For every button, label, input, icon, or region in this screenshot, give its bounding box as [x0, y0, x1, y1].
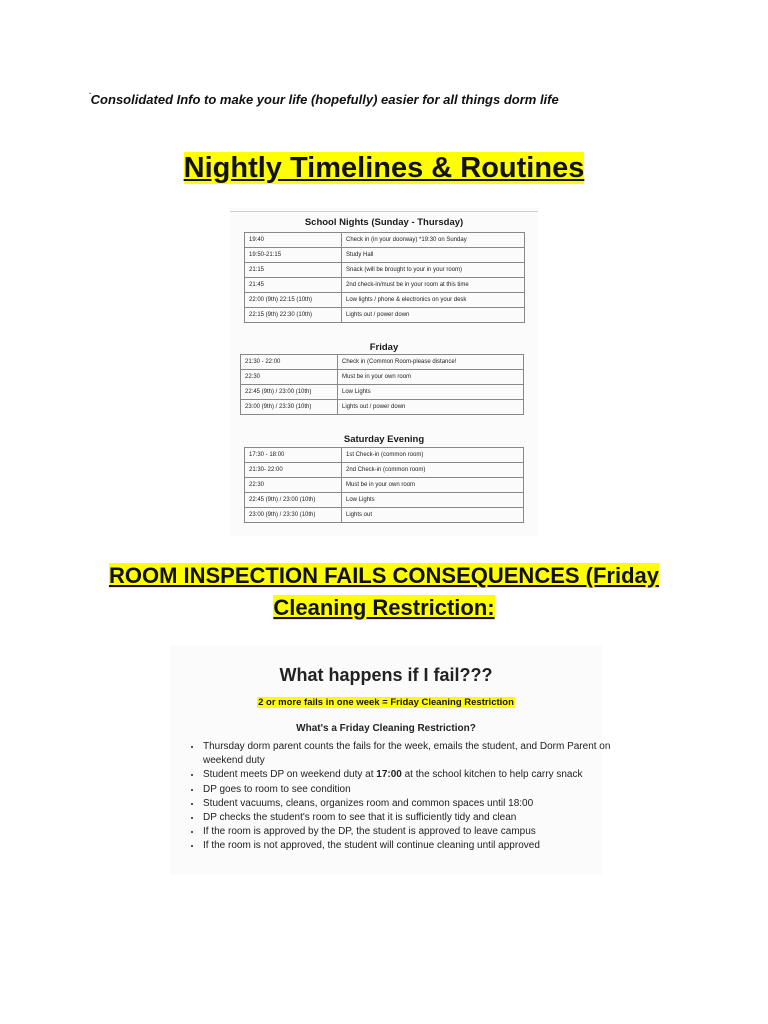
schedule-time-cell: 22:45 (9th) / 23:00 (10th)	[241, 385, 338, 400]
schedule-activity-cell: 1st Check-in (common room)	[342, 448, 524, 463]
schedule-row	[245, 233, 525, 248]
schedule-row	[245, 478, 524, 493]
intro-mark: `	[88, 92, 91, 101]
schedule-row	[241, 370, 524, 385]
schedule-activity-cell: Low Lights	[342, 493, 524, 508]
schedule-activity-cell: Low lights / phone & electronics on your desk	[342, 293, 525, 308]
bullet-text: Student vacuums, cleans, organizes room and common spaces until 18:00	[203, 797, 534, 809]
fail-bullet-item	[202, 740, 612, 768]
intro-sentence: Consolidated Info to make your life (hopefully) easier for all things dorm life	[90, 92, 559, 107]
schedule-activity-cell: Lights out / power down	[338, 400, 524, 415]
schedule-time-cell: 19:40	[245, 233, 342, 248]
fail-bullet-item	[202, 839, 612, 853]
schedule-activity-cell: Check in (Common Room-please distance!	[338, 355, 524, 370]
schedule-time-cell: 21:30 - 22:00	[241, 355, 338, 370]
schedule-row	[241, 400, 524, 415]
bullet-text: DP goes to room to see condition	[203, 783, 351, 795]
schedule-time-cell: 22:15 (9th) 22:30 (10th)	[245, 308, 342, 323]
fail-rule-text: 2 or more fails in one week = Friday Cleaning Restriction	[258, 697, 514, 708]
friday-title: Friday	[369, 342, 399, 353]
fail-bullet-item	[202, 825, 612, 839]
schedule-time-cell: 23:00 (9th) / 23:30 (10th)	[245, 508, 342, 523]
fail-info-image	[170, 645, 611, 875]
bullet-text: DP checks the student's room to see that it is sufficiently tidy and clean	[203, 812, 517, 824]
fail-bullet-item	[202, 811, 612, 825]
heading-room-inspection	[60, 560, 708, 624]
schedule-row	[245, 448, 524, 463]
schedule-image	[230, 208, 538, 536]
schedule-row	[245, 263, 525, 278]
schedule-time-cell: 21:45	[245, 278, 342, 293]
intro-text	[88, 92, 708, 107]
fail-bullet-item	[202, 783, 612, 797]
schedule-activity-cell: Lights out	[342, 508, 524, 523]
schedule-time-cell: 22:30	[241, 370, 338, 385]
bullet-text: If the room is not approved, the student will continue cleaning until approved	[203, 840, 540, 852]
schedule-activity-cell: Lights out / power down	[342, 308, 525, 323]
schedule-activity-cell: Low Lights	[338, 385, 524, 400]
schedule-activity-cell: Study Hall	[342, 248, 525, 263]
schedule-activity-cell: Snack (will be brought to your in your room)	[342, 263, 525, 278]
schedule-row	[245, 278, 525, 293]
schedule-row	[245, 493, 524, 508]
saturday-title: Saturday Evening	[343, 434, 425, 445]
fail-title: What happens if I fail???	[279, 665, 493, 685]
schedule-time-cell: 23:00 (9th) / 23:30 (10th)	[241, 400, 338, 415]
schedule-activity-cell: Must be in your own room	[338, 370, 524, 385]
schedule-row	[245, 248, 525, 263]
fail-question: What's a Friday Cleaning Restriction?	[296, 723, 476, 734]
schedule-time-cell: 22:00 (9th) 22:15 (10th)	[245, 293, 342, 308]
bullet-text: Thursday dorm parent counts the fails for the week, emails the student, and Dorm Parent on weekend duty	[203, 741, 611, 767]
schedule-activity-cell: Must be in your own room	[342, 478, 524, 493]
schedule-row	[245, 463, 524, 478]
fail-bullet-list	[186, 740, 612, 854]
schedule-top-divider	[230, 211, 538, 212]
schedule-time-cell: 22:30	[245, 478, 342, 493]
saturday-table	[244, 447, 524, 523]
friday-table	[240, 354, 524, 415]
heading-nightly-timelines	[0, 148, 768, 188]
school-nights-title: School Nights (Sunday - Thursday)	[304, 217, 464, 228]
schedule-time-cell: 22:45 (9th) / 23:00 (10th)	[245, 493, 342, 508]
schedule-row	[241, 355, 524, 370]
fail-bullet-item	[202, 797, 612, 811]
schedule-time-cell: 19:50-21:15	[245, 248, 342, 263]
schedule-row	[245, 293, 525, 308]
school-nights-table	[244, 232, 525, 323]
schedule-time-cell: 21:15	[245, 263, 342, 278]
schedule-activity-cell: 2nd check-in/must be in your room at this time	[342, 278, 525, 293]
schedule-time-cell: 17:30 - 18:00	[245, 448, 342, 463]
heading-nightly-timelines-text: Nightly Timelines & Routines	[183, 152, 585, 184]
heading-room-inspection-line1: ROOM INSPECTION FAILS CONSEQUENCES (Friday	[108, 563, 660, 588]
schedule-activity-cell: Check in (in your doorway) *19:30 on Sunday	[342, 233, 525, 248]
bullet-bold-time: 17:00	[376, 769, 402, 781]
schedule-row	[245, 508, 524, 523]
bullet-text: If the room is approved by the DP, the student is approved to leave campus	[203, 826, 536, 838]
schedule-row	[245, 308, 525, 323]
bullet-text: at the school kitchen to help carry snack	[401, 769, 583, 781]
schedule-activity-cell: 2nd Check-in (common room)	[342, 463, 524, 478]
fail-rule	[170, 697, 602, 708]
fail-bullet-item	[202, 768, 612, 782]
bullet-text: Student meets DP on weekend duty at	[203, 769, 377, 781]
schedule-time-cell: 21:30- 22:00	[245, 463, 342, 478]
heading-room-inspection-line2: Cleaning Restriction:	[273, 595, 495, 620]
schedule-row	[241, 385, 524, 400]
